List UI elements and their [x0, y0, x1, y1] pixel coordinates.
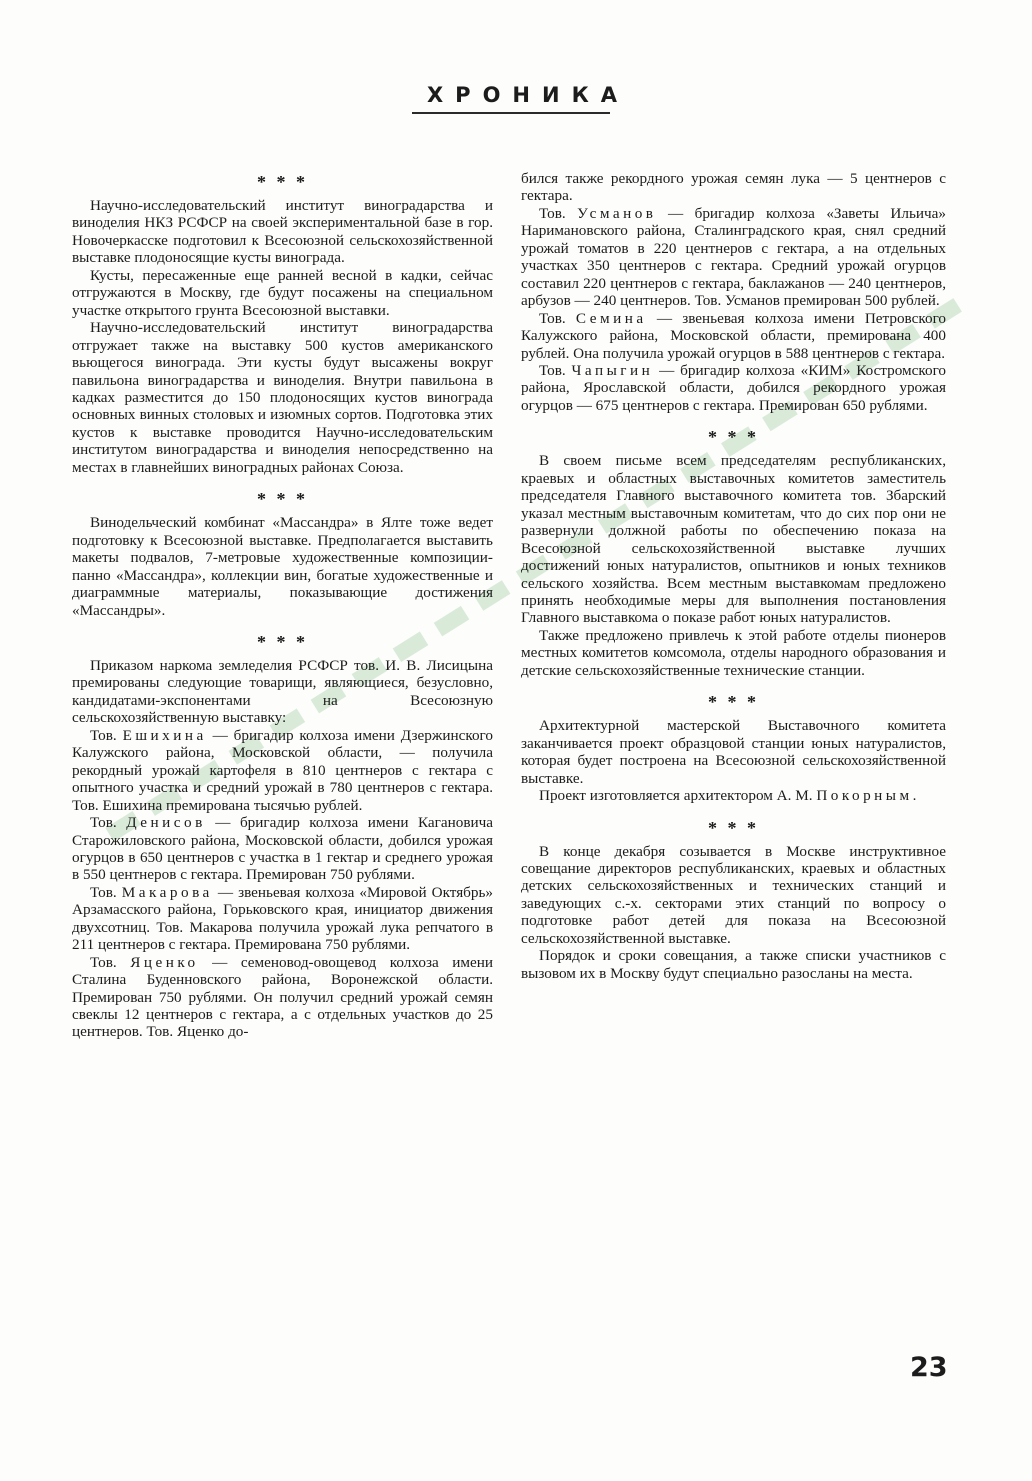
- section-divider-stars: [521, 423, 946, 452]
- award-paragraph: Тов. Семина — звеньевая колхоза имени Петровского Калужского района, Московской области, премирована 400 рублей. Она получила урожай огурцов в 588 центнеров с гектара.: [521, 309, 947, 362]
- person-name: Яценко: [130, 953, 199, 971]
- article-paragraph: Также предложено привлечь к этой работе отделы пионеров местных комитетов комсомола, отделы народного образования и детские сельскохозяйственные технические станции.: [521, 626, 946, 679]
- person-name: Денисов: [126, 814, 206, 832]
- asterism: * * *: [257, 631, 308, 652]
- article-paragraph: Порядок и сроки совещания, а также списки участников с вызовом их в Москву будут специально разосланы на места.: [521, 947, 946, 982]
- article-paragraph: В конце декабря созывается в Москве инструктивное совещание директоров республиканских, краевых и областных детских сельскохозяйственных и технических станций и заведующих с.-х. секторами этих станций по вопросу о подготовке работ детей для показа на Всесоюзной сельскохозяйственной выставке.: [521, 842, 946, 947]
- award-paragraph: Тов. Ешихина — бригадир колхоза имени Дзержинского Калужского района, Московской области, — получила рекордный урожай картофеля в 810 центнеров с гектара с опытного участка и средний урожай в 780 центнеров с гектара. Тов. Ешихина премирована тысячью рублей.: [72, 726, 493, 814]
- person-name: Семина: [575, 309, 647, 327]
- award-paragraph: Тов. Чапыгин — бригадир колхоза «КИМ» Костромского района, Ярославской области, добился рекордного урожая огурцов — 675 центнеров с гектара. Премирован 650 рублями.: [521, 361, 947, 414]
- person-name: Ешихина: [122, 726, 207, 744]
- article-paragraph: Проект изготовляется архитектором А. М. Покорным.: [539, 787, 920, 805]
- person-name: Покорным.: [816, 787, 920, 805]
- asterism: * * *: [257, 489, 308, 510]
- person-name: Макарова: [121, 883, 213, 901]
- section-title: ХРОНИКА: [426, 83, 629, 107]
- asterism: * * *: [708, 817, 759, 838]
- article-paragraph: Приказом наркома земледелия РСФСР тов. И. В. Лисицына премированы следующие товарищи, являющиеся, безусловно, кандидатами-экспонентами на Всесоюзную сельскохозяйственную выставку:: [72, 656, 493, 727]
- article-paragraph: Научно-исследовательский институт виноградарства и виноделия НКЗ РСФСР на своей экспериментальной базе в гор. Новочеркасске подготовил к Всесоюзной сельскохозяйственной выставке плодоносящие кусты винограда.: [72, 197, 493, 267]
- person-name: Усманов: [577, 204, 657, 222]
- article-paragraph: Винодельческий комбинат «Массандра» в Ялте тоже ведет подготовку к Всесоюзной выставке. Предполагается выставить макеты подвалов, 7-метровые художественные композиции-панно «Массандра», коллекции вин, богатые художественные и диаграммные материалы, показывающие достижения «Массандры».: [72, 514, 493, 619]
- section-divider-stars: [72, 168, 493, 197]
- award-paragraph: Тов. Макарова — звеньевая колхоза «Мировой Октябрь» Арзамасского района, Горьковского края, инициатор движения двухсотниц. Тов. Макарова получила урожай лука репчатого в 211 центнеров с гектара. Премирована 750 рублями.: [72, 883, 494, 954]
- section-divider-stars: [72, 628, 493, 657]
- article-paragraph: Архитектурной мастерской Выставочного комитета заканчивается проект образцовой станции юных натуралистов, которая будет построена на Всесоюзной сельскохозяйственной выставке.: [521, 717, 946, 787]
- person-name: Чапыгин: [571, 361, 654, 379]
- section-divider-stars: [521, 688, 946, 717]
- asterism: * * *: [257, 172, 308, 192]
- award-paragraph: Тов. Денисов — бригадир колхоза имени Кагановича Старожиловского района, Московской области, добился урожая огурцов в 650 центнеров с участка в 1 гектар и среднего урожая в 550 центнеров с гектара. Премирован 750 рублями.: [72, 814, 494, 884]
- continued-paragraph: бился также рекордного урожая семян лука — 5 центнеров с гектара.: [521, 170, 946, 205]
- article-paragraph: Научно-исследовательский институт виноградарства отгружает также на выставку 500 кустов американского вьющегося винограда. Эти кусты будут высажены вокруг павильона виноградарства и виноделия. Внутри павильона в кадках разместится до 150 плодоносящих кустов винограда основных винных столовых и изюмных сортов. Подготовка этих кустов к выставке проводится Научно-исследовательским институтом виноградарства и виноделия непосредственно на местах в главнейших виноградных районах Союза.: [72, 319, 493, 476]
- section-divider-stars: [72, 485, 493, 514]
- page-number: 23: [910, 1352, 948, 1383]
- asterism: * * *: [708, 692, 759, 713]
- section-divider-stars: [521, 814, 946, 843]
- left-column: [72, 168, 493, 1041]
- asterism: * * *: [708, 427, 759, 448]
- right-column: [521, 170, 946, 982]
- article-paragraph: В своем письме всем председателям республиканских, краевых и областных выставочных комитетов заместитель председателя Главного выставочного комитета тов. Збарский указал местным выставочным комитетам, что до сих пор они не развернули должной работы по обеспечению показа на Всесоюзной сельскохозяйственной выставке лучших достижений юных натуралистов, опытников и юных техников сельского хозяйства. Всем местным выставкомам предложено принять необходимые меры для выполнения постановления Главного выставкома о показе работ юных натуралистов.: [521, 452, 946, 627]
- award-paragraph: Тов. Усманов — бригадир колхоза «Заветы Ильича» Наримановского района, Сталинградского края, снял средний урожай томатов в 220 центнеров с гектара, а на отдельных участках 350 центнеров с гектара. Средний урожай огурцов составил 220 центнеров с гектара, баклажанов — 240 центнеров, арбузов — 240 центнеров. Тов. Усманов премирован 500 рублей.: [521, 204, 946, 310]
- title-underline: [412, 112, 610, 114]
- article-paragraph: Кусты, пересаженные еще ранней весной в кадки, сейчас отгружаются в Москву, где будут посажены на специальном участке открытого грунта Всесоюзной выставки.: [72, 266, 493, 319]
- award-paragraph: Тов. Яценко — семеновод-овощевод колхоза имени Сталина Буденновского района, Воронежской области. Премирован 750 рублями. Он получил средний урожай семян свеклы 12 центнеров с гектара, а с отдельных участков до 25 центнеров. Тов. Яценко до-: [72, 953, 493, 1041]
